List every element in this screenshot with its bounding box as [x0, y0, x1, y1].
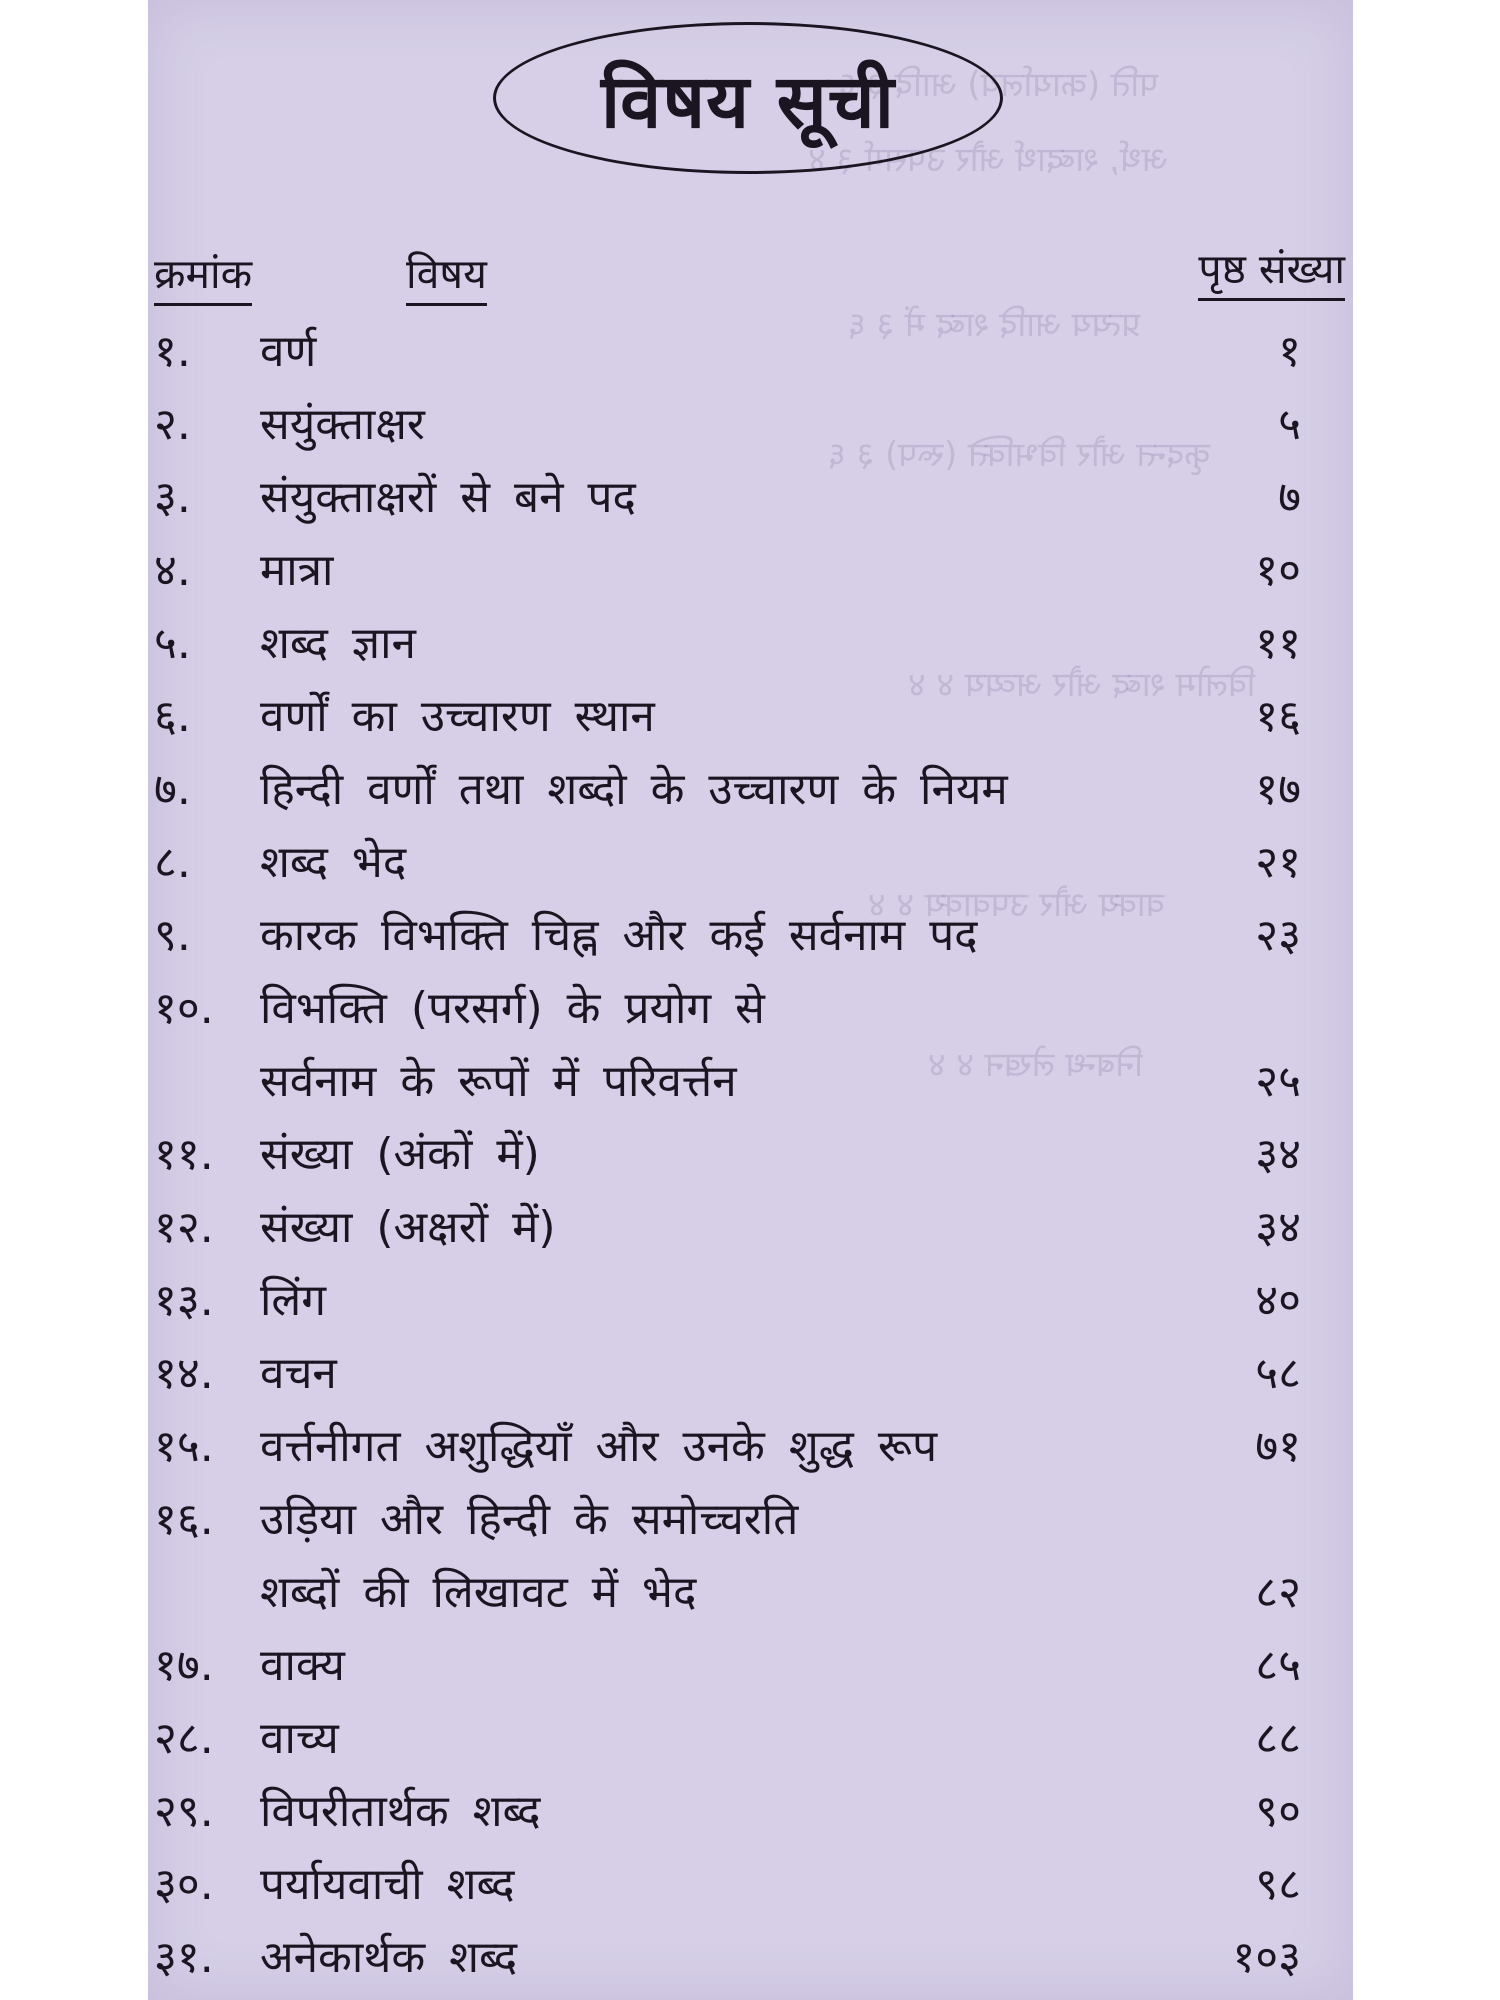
- entry-number: १५.: [154, 1421, 214, 1472]
- entry-page: ५८: [1255, 1348, 1301, 1399]
- entry-page: १६: [1255, 691, 1301, 742]
- entry-page: ८२: [1255, 1567, 1301, 1618]
- entry-title: वचन: [260, 1348, 337, 1399]
- entry-number: ८.: [154, 837, 191, 888]
- entry-page: १: [1278, 326, 1301, 377]
- entry-title: शब्द भेद: [260, 837, 407, 888]
- toc-row: [148, 899, 1353, 972]
- entry-page: ४०: [1255, 1275, 1301, 1326]
- entry-page: २१: [1255, 837, 1301, 888]
- entry-page: ३४: [1255, 1129, 1301, 1180]
- entry-number: ३.: [154, 472, 191, 523]
- entry-title: वर्त्तनीगत अशुद्धियाँ और उनके शुद्ध रूप: [260, 1421, 938, 1472]
- toc-row: [148, 315, 1353, 388]
- entry-number: ६.: [154, 691, 191, 742]
- toc-row: [148, 1629, 1353, 1702]
- header-subject: विषय: [406, 245, 487, 306]
- entry-number: १३.: [154, 1275, 214, 1326]
- toc-row: [148, 1118, 1353, 1191]
- entry-title: शब्दों की लिखावट में भेद: [260, 1567, 697, 1618]
- toc-row: [148, 607, 1353, 680]
- title-block: [493, 22, 1003, 174]
- toc-row: [148, 1045, 1353, 1118]
- toc-row: [148, 388, 1353, 461]
- toc-row: [148, 1191, 1353, 1264]
- entry-title: उड़िया और हिन्दी के समोच्चरति: [260, 1494, 799, 1545]
- entry-title: वर्णों का उच्चारण स्थान: [260, 691, 655, 742]
- entry-number: ७.: [154, 764, 191, 815]
- entry-title: सर्वनाम के रूपों में परिवर्त्तन: [260, 1056, 737, 1107]
- toc-row: [148, 1483, 1353, 1556]
- entry-page: २३: [1255, 910, 1301, 961]
- entry-page: १७: [1255, 764, 1301, 815]
- entry-title: कारक विभक्ति चिह्न और कई सर्वनाम पद: [260, 910, 978, 961]
- entry-number: २९.: [154, 1786, 214, 1837]
- entry-number: १४.: [154, 1348, 214, 1399]
- entry-title: अनेकार्थक शब्द: [260, 1932, 518, 1983]
- toc-row: [148, 972, 1353, 1045]
- toc-row: [148, 1264, 1353, 1337]
- entry-number: १०.: [154, 983, 214, 1034]
- toc-row: [148, 1410, 1353, 1483]
- entry-page: १०: [1255, 545, 1301, 596]
- contents-list: [148, 315, 1353, 1994]
- entry-title: लिंग: [260, 1275, 326, 1326]
- entry-page: ७१: [1255, 1421, 1301, 1472]
- page-title: विषय सूची: [601, 58, 895, 145]
- header-serial: क्रमांक: [154, 245, 252, 306]
- entry-number: ११.: [154, 1129, 214, 1180]
- entry-title: संख्या (अक्षरों में): [260, 1202, 556, 1253]
- entry-number: १७.: [154, 1640, 214, 1691]
- entry-title: वर्ण: [260, 326, 317, 377]
- toc-row: [148, 1702, 1353, 1775]
- entry-page: ५: [1278, 399, 1301, 450]
- entry-number: १२.: [154, 1202, 214, 1253]
- header-page-number: पृष्ठ संख्या: [1198, 240, 1345, 301]
- toc-row: [148, 1775, 1353, 1848]
- entry-number: २.: [154, 399, 191, 450]
- entry-number: ५.: [154, 618, 191, 669]
- entry-page: ८८: [1255, 1713, 1301, 1764]
- entry-page: ११: [1255, 618, 1301, 669]
- entry-title: वाच्य: [260, 1713, 339, 1764]
- entry-number: २८.: [154, 1713, 214, 1764]
- entry-title: संयुक्ताक्षरों से बने पद: [260, 472, 636, 523]
- entry-number: १६.: [154, 1494, 214, 1545]
- entry-page: २५: [1255, 1056, 1301, 1107]
- entry-title: सयुंक्ताक्षर: [260, 399, 425, 450]
- entry-title: शब्द ज्ञान: [260, 618, 416, 669]
- toc-row: [148, 826, 1353, 899]
- entry-title: विभक्ति (परसर्ग) के प्रयोग से: [260, 983, 765, 1034]
- entry-page: ९०: [1255, 1786, 1301, 1837]
- entry-title: वाक्य: [260, 1640, 345, 1691]
- toc-row: [148, 534, 1353, 607]
- toc-row: [148, 1848, 1353, 1921]
- entry-title: पर्यायवाची शब्द: [260, 1859, 515, 1910]
- entry-title: संख्या (अंकों में): [260, 1129, 540, 1180]
- book-page: पति (कार्यालय) आदि ३ ६ अर्थ, शब्दार्थ और उपसर्ग ३ ४ प्रत्यय आदि शब्द में ३ ६ कृदन्त और विभक्ति (रूप) ३ ६ विलोम शब्द और अव्यय ४ ४ वाक्य और उपवाक्य ४ ४ निबन्ध लेखन ४ ४ विषय सूची क्रमांक विषय पृष्ठ संख्या १. वर्ण १ २. सयुंक्ताक्षर ५ ३. संयुक्ताक्षरों से बने पद ७ ४. मात्रा १० ५. शब्द ज्ञान ११ ६. वर्णों का उच्चारण स्थान १६ ७. हिन्दी वर्णों तथा शब्दो के उच्चारण के नियम १७ ८. शब्द भेद २१ ९. कारक विभक्ति चिह्न और कई सर्वनाम पद २३ १०. विभक्ति (परसर्ग) के प्रयोग से सर्वनाम के रूपों में परिवर्त्तन २५ ११. संख्या (अंकों में) ३४ १२. संख्या (अक्षरों में) ३४ १३. लिंग ४० १४. वचन ५८ १५. वर्त्तनीगत अशुद्धियाँ और उनके शुद्ध रूप ७१ १६. उड़िया और हिन्दी के समोच्चरति शब्दों की लिखावट में भेद ८२ १७. वाक्य ८५ २८. वाच्य ८८ २९. विपरीतार्थक शब्द ९० ३०. पर्यायवाची शब्द ९८ ३१. अनेकार्थक शब्द १०३: [148, 0, 1353, 2000]
- toc-row: [148, 1556, 1353, 1629]
- toc-row: [148, 680, 1353, 753]
- toc-row: [148, 1921, 1353, 1994]
- entry-page: ३४: [1255, 1202, 1301, 1253]
- entry-page: १०३: [1232, 1932, 1301, 1983]
- entry-number: १.: [154, 326, 191, 377]
- toc-row: [148, 461, 1353, 534]
- entry-page: ९८: [1255, 1859, 1301, 1910]
- entry-number: ३०.: [154, 1859, 214, 1910]
- toc-row: [148, 753, 1353, 826]
- entry-number: ४.: [154, 545, 191, 596]
- entry-page: ८५: [1255, 1640, 1301, 1691]
- entry-title: हिन्दी वर्णों तथा शब्दो के उच्चारण के नियम: [260, 764, 1008, 815]
- entry-title: मात्रा: [260, 545, 334, 596]
- toc-row: [148, 1337, 1353, 1410]
- entry-title: विपरीतार्थक शब्द: [260, 1786, 541, 1837]
- entry-page: ७: [1278, 472, 1301, 523]
- entry-number: ३१.: [154, 1932, 214, 1983]
- entry-number: ९.: [154, 910, 191, 961]
